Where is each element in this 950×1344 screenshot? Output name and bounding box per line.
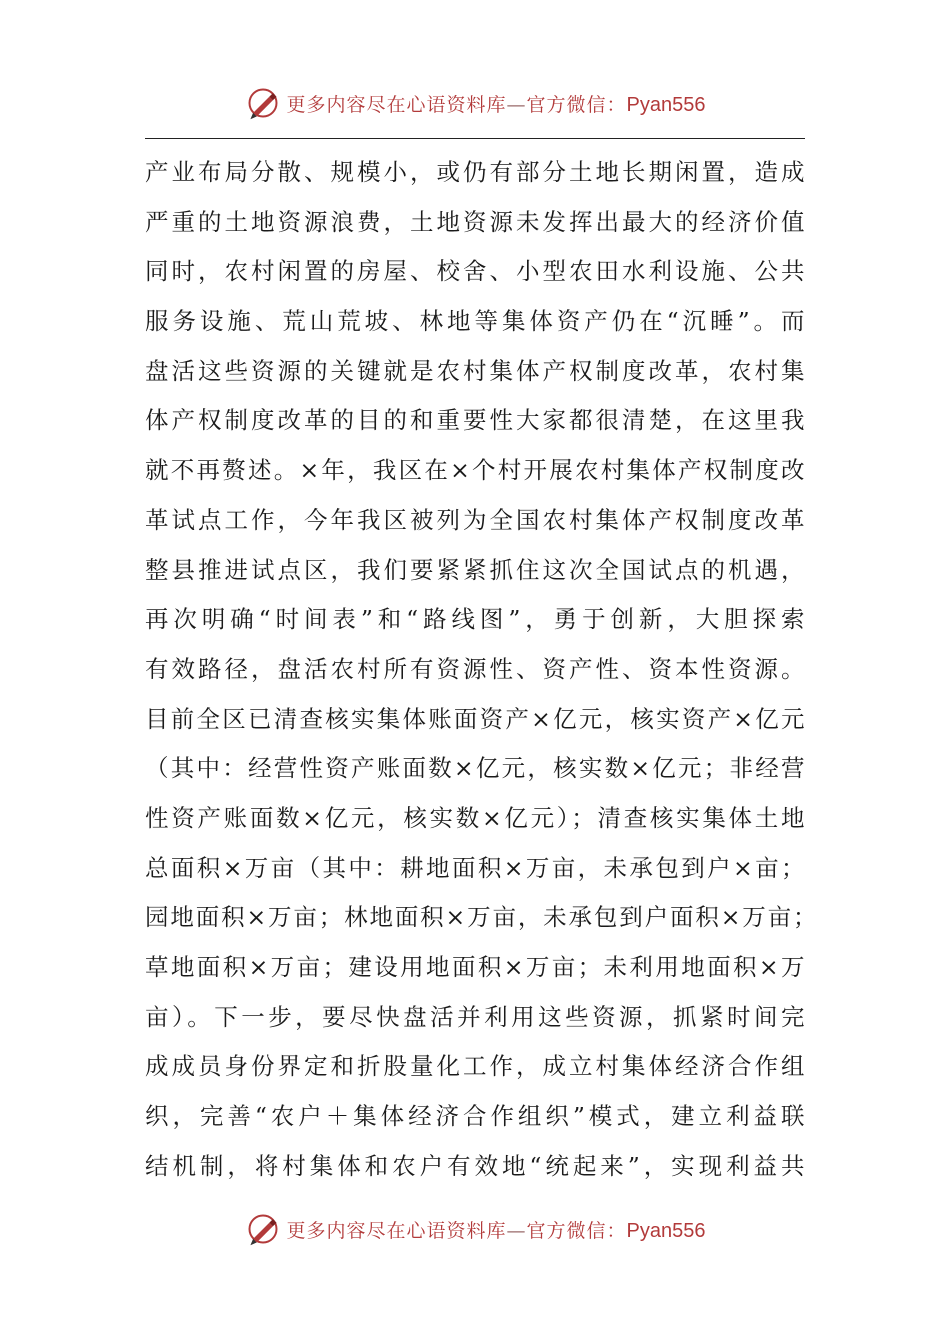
footer-watermark-id: Pyan556 xyxy=(626,1219,706,1242)
header-watermark-dash: — xyxy=(506,93,527,116)
header-watermark-official: 官方微信： xyxy=(526,93,627,116)
body-line-5: 盘活这些资源的关键就是农村集体产权制度改革，农村集 xyxy=(145,356,805,385)
header-watermark-text xyxy=(287,90,706,117)
body-line-15: 总面积×万亩（其中：耕地面积×万亩，未承包到户×亩； xyxy=(145,853,805,882)
document-body xyxy=(145,148,817,1191)
body-line-13: （其中：经营性资产账面数×亿元，核实数×亿元；非经营 xyxy=(145,754,805,783)
header-divider xyxy=(145,138,805,139)
body-line-3: 同时，农村闲置的房屋、校舍、小型农田水利设施、公共 xyxy=(145,257,805,286)
body-line-11: 有效路径，盘活农村所有资源性、资产性、资本性资源。 xyxy=(145,654,805,683)
footer-watermark xyxy=(0,1206,950,1252)
header-watermark-id: Pyan556 xyxy=(626,93,706,116)
body-line-8: 革试点工作，今年我区被列为全国农村集体产权制度改革 xyxy=(145,505,805,534)
body-line-20: 织，完善“农户＋集体经济合作组织”模式，建立利益联 xyxy=(145,1102,805,1131)
body-line-12: 目前全区已清查核实集体账面资产×亿元，核实资产×亿元 xyxy=(145,704,805,733)
body-line-4: 服务设施、荒山荒坡、林地等集体资产仍在“沉睡”。而 xyxy=(145,307,805,336)
pen-logo-icon xyxy=(245,85,281,121)
body-line-21: 结机制，将村集体和农户有效地“统起来”，实现利益共 xyxy=(145,1151,805,1180)
body-line-17: 草地面积×万亩；建设用地面积×万亩；未利用地面积×万 xyxy=(145,953,805,981)
pen-logo-icon xyxy=(245,1211,281,1247)
footer-watermark-cn: 更多内容尽在心语资料库 xyxy=(286,1219,507,1242)
body-line-14: 性资产账面数×亿元，核实数×亿元）；清查核实集体土地 xyxy=(145,803,805,832)
body-line-19: 成成员身份界定和折股量化工作，成立村集体经济合作组 xyxy=(145,1052,805,1081)
footer-watermark-official: 官方微信： xyxy=(526,1219,627,1242)
body-line-9: 整县推进试点区，我们要紧紧抓住这次全国试点的机遇， xyxy=(145,555,805,584)
footer-watermark-dash: — xyxy=(506,1219,527,1242)
body-line-2: 严重的土地资源浪费，土地资源未发挥出最大的经济价值 xyxy=(145,207,805,236)
body-line-7: 就不再赘述。×年，我区在×个村开展农村集体产权制度改 xyxy=(145,456,805,485)
body-line-10: 再次明确“时间表”和“路线图”，勇于创新，大胆探索 xyxy=(145,605,805,634)
body-line-16: 园地面积×万亩；林地面积×万亩，未承包到户面积×万亩； xyxy=(145,903,817,932)
header-watermark xyxy=(0,80,950,126)
header-watermark-cn: 更多内容尽在心语资料库 xyxy=(286,93,507,116)
body-line-1: 产业布局分散、规模小，或仍有部分土地长期闲置，造成 xyxy=(145,158,805,186)
body-line-18: 亩）。下一步，要尽快盘活并利用这些资源，抓紧时间完 xyxy=(145,1002,805,1031)
footer-watermark-text xyxy=(287,1216,706,1243)
body-line-6: 体产权制度改革的目的和重要性大家都很清楚，在这里我 xyxy=(145,406,805,435)
